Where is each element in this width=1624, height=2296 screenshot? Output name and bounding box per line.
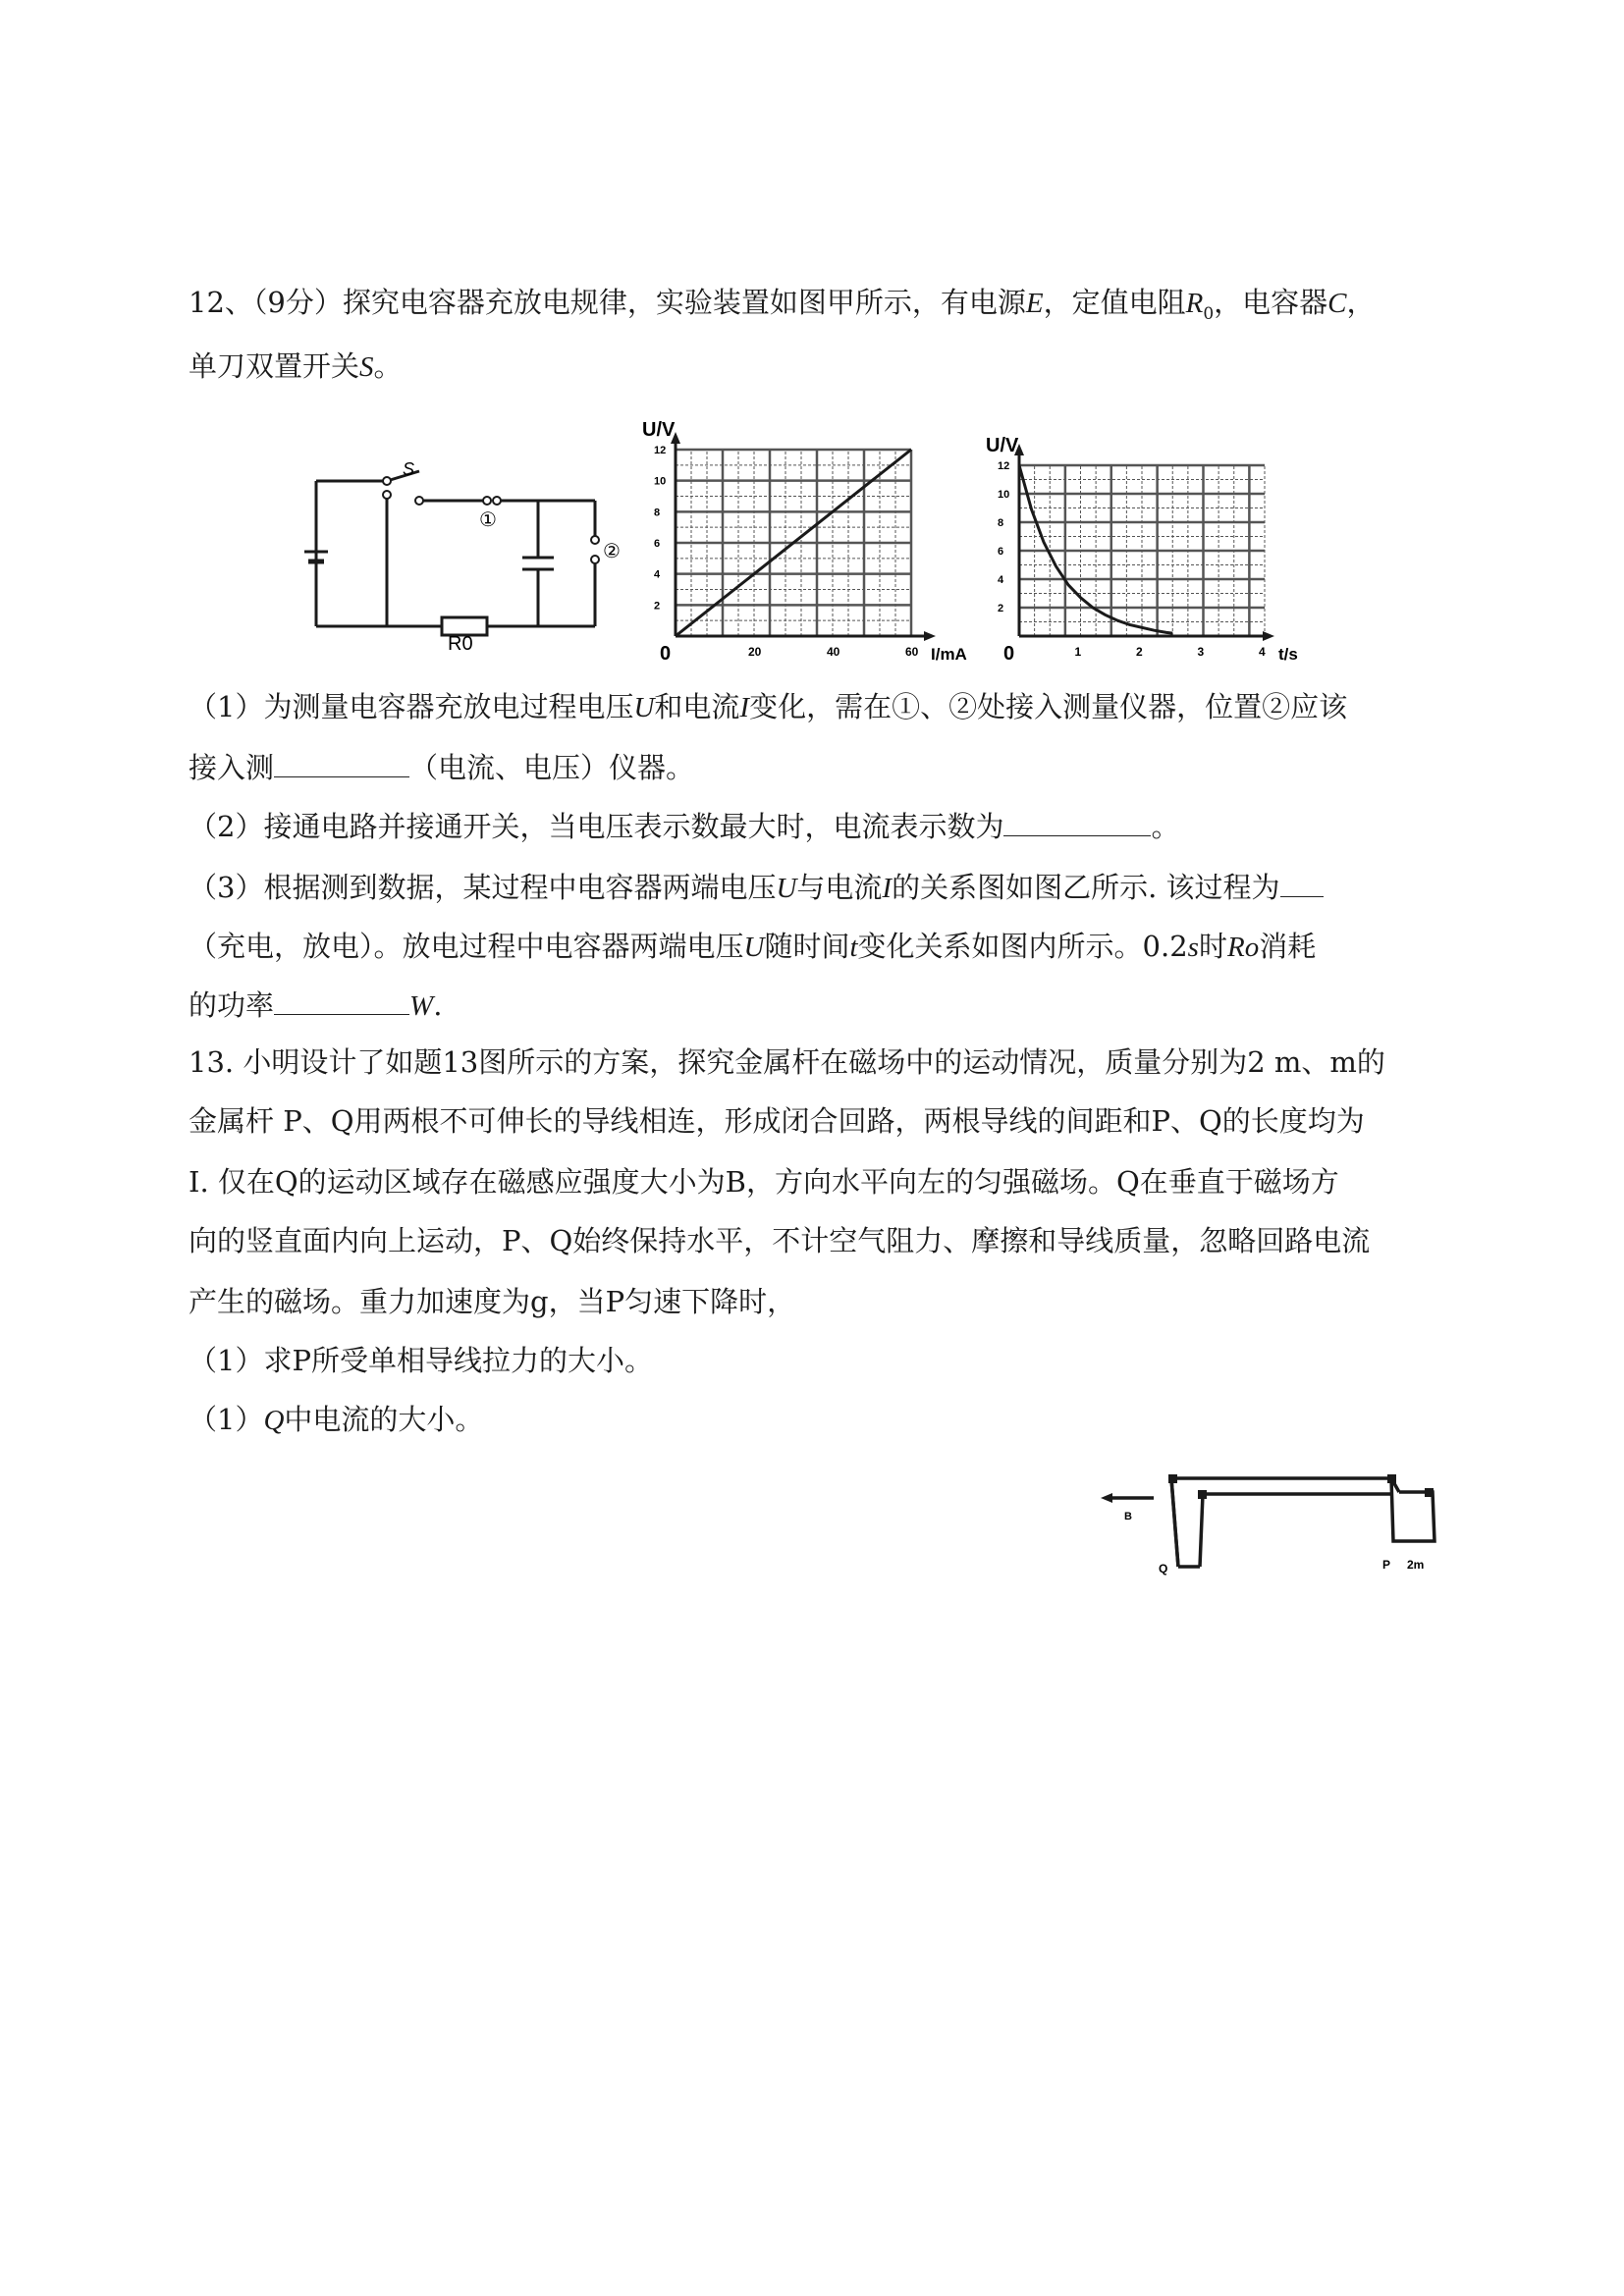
answer-blank-2[interactable] — [1003, 808, 1151, 836]
answer-blank-3[interactable] — [1280, 869, 1324, 897]
c2-x-tick: 1 — [1074, 645, 1082, 659]
c2-y-tick: 2 — [998, 603, 1004, 614]
c2-y-tick: 10 — [998, 489, 1010, 501]
q13-line4: 向的竖直面内向上运动，P、Q始终保持水平，不计空气阻力、摩擦和导线质量，忽略回路电流 — [189, 1224, 1371, 1257]
b-field-label: B — [1124, 1511, 1132, 1522]
c2-y-tick: 12 — [998, 460, 1010, 472]
r0-label: R0 — [448, 633, 473, 655]
c2-y-tick: 6 — [998, 546, 1004, 558]
switch-label: S — [403, 459, 415, 479]
c2-x-tick: 3 — [1197, 645, 1205, 659]
c1-x-tick: 60 — [905, 645, 919, 659]
c1-y-tick: 10 — [654, 475, 667, 488]
q13-line3: I. 仅在Q的运动区域存在磁感应强度大小为B，方向水平向左的匀强磁场。Q在垂直于磁场方 — [189, 1165, 1339, 1199]
q12-part3-line2: （充电，放电）。放电过程中电容器两端电压U随时间t变化关系如图内所示。0.2s时Ro消耗 — [189, 930, 1317, 963]
u-t-chart — [972, 430, 1306, 670]
c1-y-tick: 8 — [654, 507, 661, 519]
u-t-origin: 0 — [1003, 643, 1015, 665]
c2-x-tick: 4 — [1259, 645, 1266, 659]
c1-y-tick: 4 — [654, 568, 661, 581]
q13-sub1: （1）求P所受单相导线拉力的大小。 — [189, 1344, 653, 1377]
answer-blank-4[interactable] — [274, 987, 409, 1015]
c1-y-tick: 6 — [654, 538, 661, 550]
c1-y-tick: 2 — [654, 600, 661, 613]
u-t-ylabel: U/V — [986, 435, 1019, 456]
q-label: Q — [1159, 1562, 1168, 1575]
c1-x-tick: 20 — [748, 645, 762, 659]
mass-label: 2m — [1407, 1558, 1425, 1572]
p-label: P — [1382, 1558, 1391, 1572]
q12-part3-line1: （3）根据测到数据，某过程中电容器两端电压U与电流I的关系图如图乙所示. 该过程为 — [189, 868, 1324, 908]
q13-line2: 金属杆 P、Q用两根不可伸长的导线相连，形成闭合回路，两根导线的间距和P、Q的长度均为 — [189, 1104, 1365, 1138]
q13-line5: 产生的磁场。重力加速度为g，当P匀速下降时， — [189, 1285, 796, 1318]
u-i-ylabel: U/V — [642, 419, 676, 441]
q13-sub2: （1）Q中电流的大小。 — [189, 1403, 484, 1436]
position-2-label: ② — [603, 541, 621, 562]
c2-y-tick: 8 — [998, 517, 1004, 529]
q13-line1: 13. 小明设计了如题13图所示的方案，探究金属杆在磁场中的运动情况，质量分别为2 m、m的 — [189, 1045, 1385, 1079]
q12-part2: （2）接通电路并接通开关，当电压表示数最大时，电流表示数为 。 — [189, 810, 1180, 843]
answer-blank-1[interactable] — [274, 749, 409, 777]
q12-part3-line3: 的功率 W. — [189, 988, 443, 1022]
u-i-origin: 0 — [660, 643, 672, 665]
circuit-diagram — [304, 459, 628, 655]
q12-part1-line1: （1）为测量电容器充放电过程电压U和电流I变化，需在①、②处接入测量仪器，位置②应该 — [189, 690, 1348, 723]
position-1-label: ① — [479, 509, 497, 531]
c2-y-tick: 4 — [998, 574, 1004, 586]
c1-x-tick: 40 — [827, 645, 840, 659]
q12-intro-line1: 12、（9分）探究电容器充放电规律，实验装置如图甲所示，有电源E，定值电阻$R_0$，电容器C， — [189, 286, 1376, 324]
u-i-xlabel: I/mA — [931, 645, 967, 664]
q13-figure — [1095, 1463, 1448, 1580]
c1-y-tick: 12 — [654, 445, 667, 456]
c2-x-tick: 2 — [1136, 645, 1143, 659]
q12-intro-line2: 单刀双置开关S。 — [189, 349, 403, 383]
u-i-chart — [628, 412, 967, 667]
q12-part1-line2: 接入测 （电流、电压）仪器。 — [189, 751, 695, 784]
u-t-xlabel: t/s — [1278, 645, 1298, 664]
